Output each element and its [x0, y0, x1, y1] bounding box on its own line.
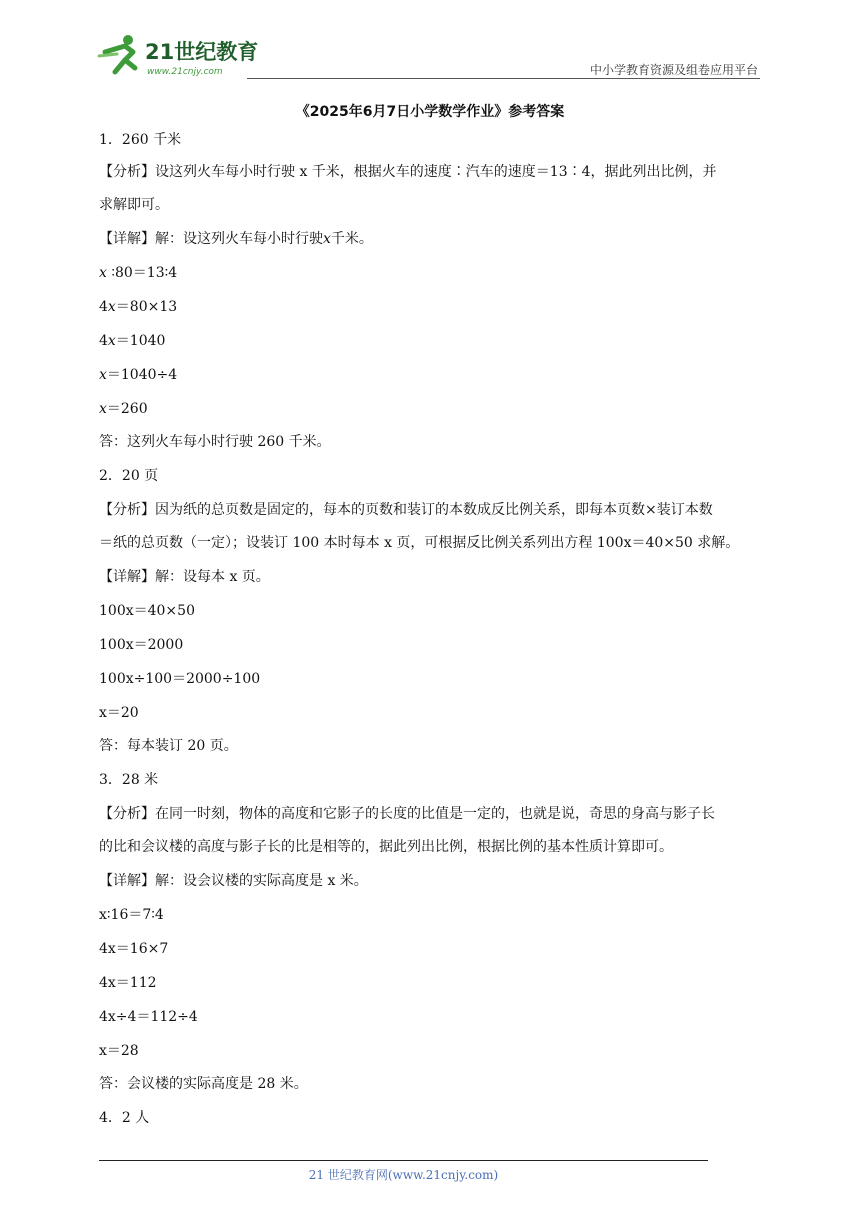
answer-line: 4x＝112: [99, 975, 157, 991]
answer-line: 答：会议楼的实际高度是 28 米。: [99, 1076, 308, 1092]
answer-line: 【详解】解：设每本 x 页。: [99, 569, 270, 585]
answer-line: 100x＝40×50: [99, 603, 195, 619]
answer-line: 【分析】因为纸的总页数是固定的，每本的页数和装订的本数成反比例关系，即每本页数×装订本数: [99, 502, 713, 518]
answer-line: x＝20: [99, 705, 139, 721]
answer-line: 4x÷4＝112÷4: [99, 1009, 198, 1025]
answer-line: 2．20 页: [99, 468, 159, 484]
answer-line: 3．28 米: [99, 772, 159, 788]
answer-line: 𝑥＝260: [99, 401, 148, 417]
platform-label: 中小学教育资源及组卷应用平台: [589, 63, 758, 77]
answer-line: 答：这列火车每小时行驶 260 千米。: [99, 434, 331, 450]
header-divider: [247, 78, 760, 79]
answer-line: 答：每本装订 20 页。: [99, 738, 238, 754]
footer-source: 21 世纪教育网(www.21cnjy.com): [308, 1168, 499, 1182]
answer-line: 4x＝16×7: [99, 941, 169, 957]
document-title: 《2025年6月7日小学数学作业》参考答案: [295, 104, 565, 120]
footer-divider: [99, 1160, 708, 1161]
logo-url: www.21cnjy.com: [147, 67, 223, 77]
answer-line: 的比和会议楼的高度与影子长的比是相等的，据此列出比例，根据比例的基本性质计算即可。: [99, 839, 673, 855]
answer-line: 1．260 千米: [99, 132, 182, 148]
answer-line: 4𝑥＝80×13: [99, 299, 178, 315]
answer-line: x∶16＝7∶4: [99, 907, 164, 923]
answer-line: x＝28: [99, 1043, 139, 1059]
answer-line: 【详解】解：设这列火车每小时行驶𝑥千米。: [99, 231, 373, 247]
answer-line: 𝑥 ∶80＝13∶4: [99, 265, 178, 281]
answer-line: 【分析】在同一时刻，物体的高度和它影子的长度的比值是一定的，也就是说，奇思的身高与影子长: [99, 806, 715, 822]
site-logo: [95, 32, 265, 78]
answer-line: 4𝑥＝1040: [99, 333, 166, 349]
answer-line: 4．2 人: [99, 1110, 150, 1126]
answer-line: 𝑥＝1040÷4: [99, 367, 178, 383]
answer-line: 【分析】设这列火车每小时行驶 x 千米，根据火车的速度∶汽车的速度＝13∶4，据此列出比例，并: [99, 164, 717, 180]
answer-line: 求解即可。: [99, 197, 169, 213]
answer-line: 100x＝2000: [99, 637, 184, 653]
answer-line: 100x÷100＝2000÷100: [99, 671, 261, 687]
page-header: [95, 30, 760, 80]
answer-line: 【详解】解：设会议楼的实际高度是 x 米。: [99, 873, 368, 889]
runner-icon: [99, 35, 135, 72]
answer-line: ＝纸的总页数（一定）；设装订 100 本时每本 x 页，可根据反比例关系列出方程 100x＝40×50 求解。: [99, 535, 740, 551]
logo-wordmark: 21世纪教育: [145, 40, 259, 64]
